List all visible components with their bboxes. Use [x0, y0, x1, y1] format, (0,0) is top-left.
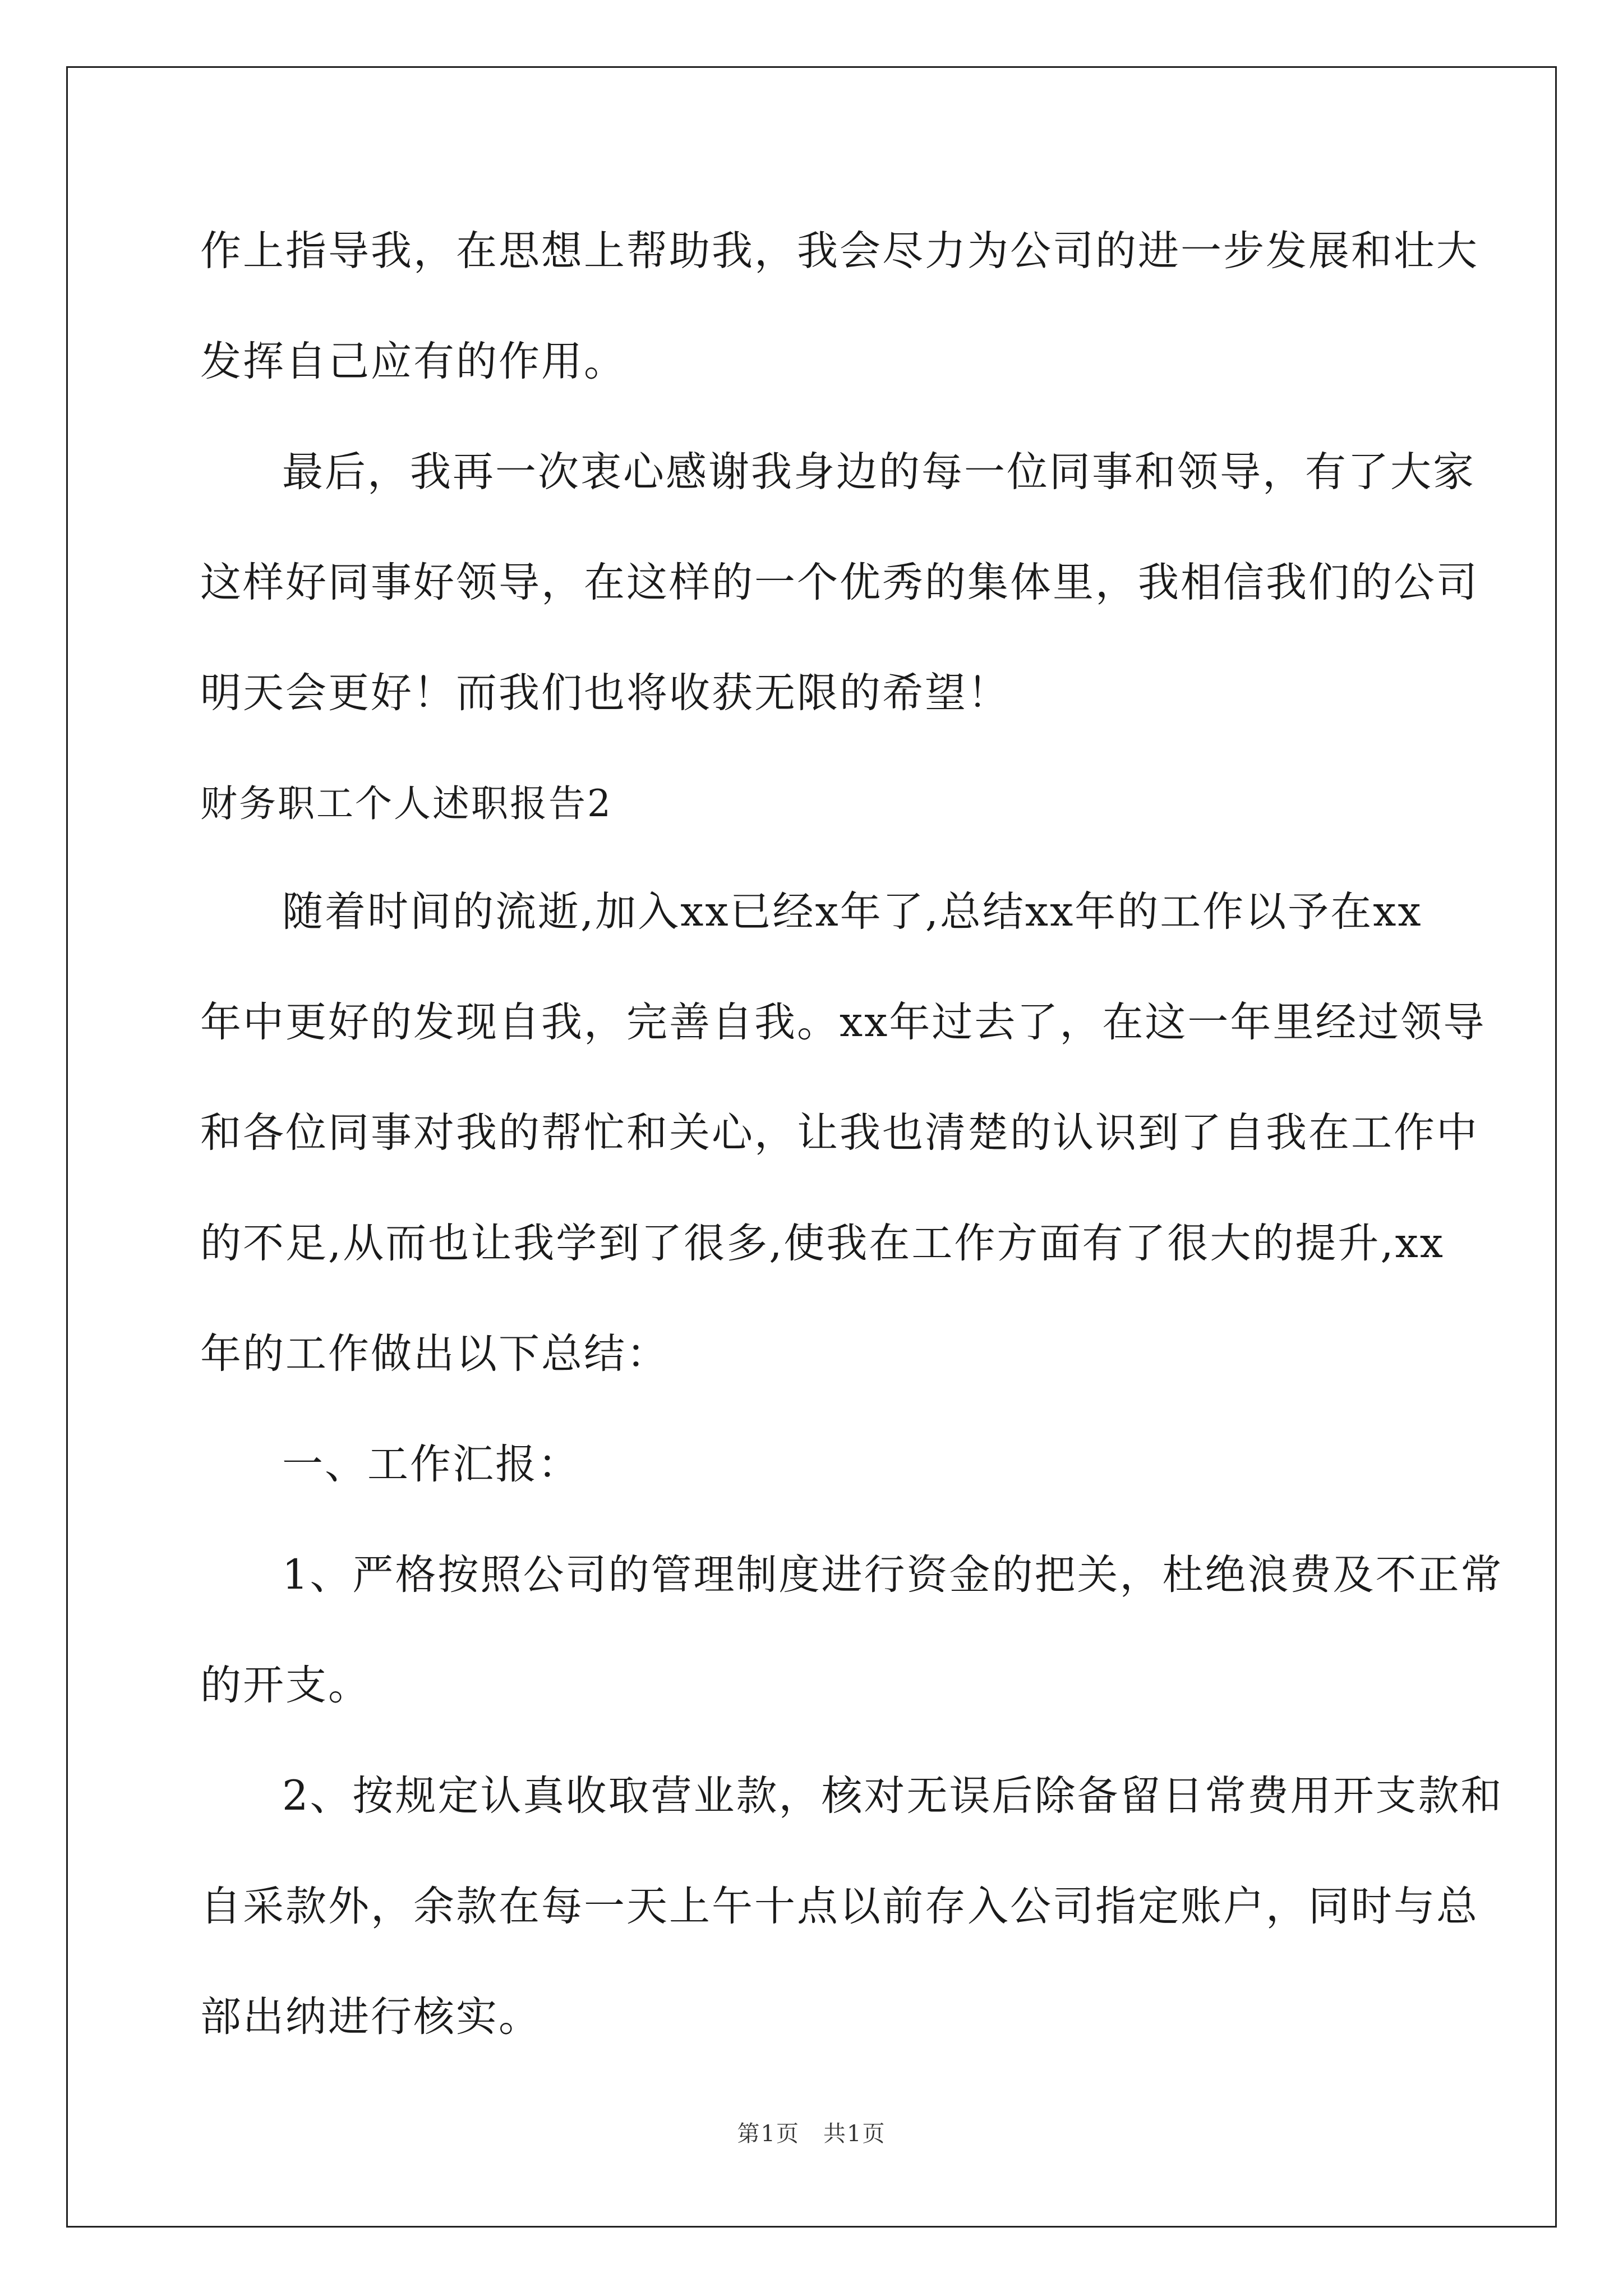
text-line: 的不足,从而也让我学到了很多,使我在工作方面有了很大的提升,xx — [200, 1220, 1445, 1267]
text-line: 一、工作汇报： — [282, 1441, 580, 1488]
text-line: 和各位同事对我的帮忙和关心，让我也清楚的认识到了自我在工作中 — [200, 1109, 1479, 1157]
text-line: 这样好同事好领导，在这样的一个优秀的集体里，我相信我们的公司 — [200, 559, 1479, 606]
text-line: 的开支。 — [200, 1662, 371, 1709]
text-line: 部出纳进行核实。 — [200, 1993, 541, 2041]
text-line: 发挥自己应有的作用。 — [200, 338, 626, 385]
text-line: 2、按规定认真收取营业款，核对无误后除备留日常费用开支款和 — [282, 1772, 1504, 1820]
text-line: 自采款外，余款在每一天上午十点以前存入公司指定账户，同时与总 — [200, 1883, 1479, 1930]
text-line: 作上指导我，在思想上帮助我，我会尽力为公司的进一步发展和壮大 — [200, 227, 1479, 275]
text-line: 随着时间的流逝,加入xx已经x年了,总结xx年的工作以予在xx — [282, 888, 1423, 936]
text-line: 1、严格按照公司的管理制度进行资金的把关，杜绝浪费及不正常 — [282, 1551, 1504, 1599]
text-line: 年的工作做出以下总结： — [200, 1330, 669, 1378]
page-number-footer: 第1页 共1页 — [737, 2121, 886, 2147]
text-line: 年中更好的发现自我，完善自我。xx年过去了，在这一年里经过领导 — [200, 999, 1486, 1046]
text-line: 明天会更好！而我们也将收获无限的希望！ — [200, 669, 1010, 717]
section-heading: 财务职工个人述职报告2 — [200, 782, 612, 825]
document-body — [200, 218, 1504, 2094]
text-line: 最后，我再一次衷心感谢我身边的每一位同事和领导，有了大家 — [282, 448, 1476, 496]
